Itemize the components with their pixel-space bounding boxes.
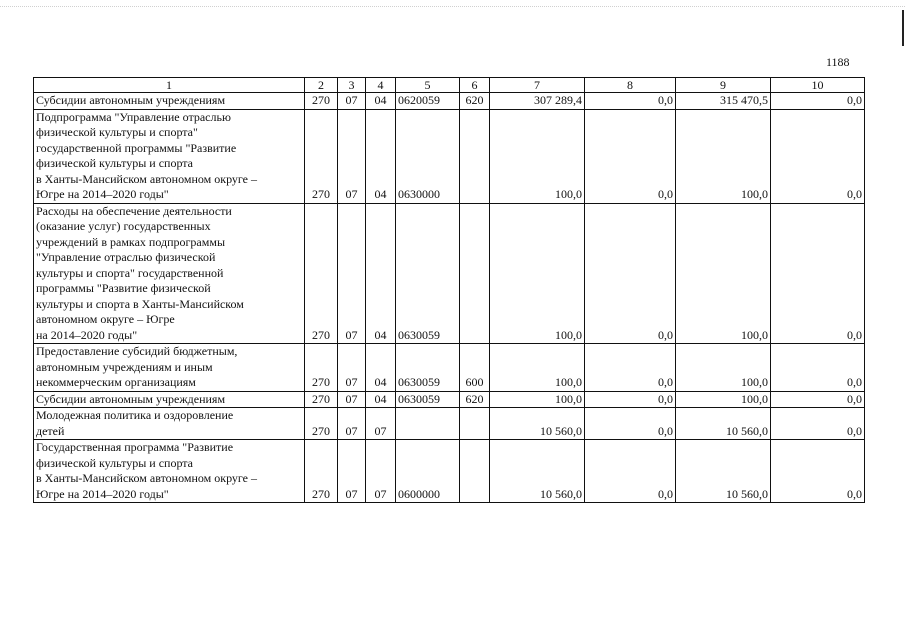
row-section-cell: 07	[338, 344, 366, 392]
row-amount-cell: 100,0	[676, 109, 771, 203]
row-code-cell: 270	[305, 391, 338, 408]
row-code-cell: 270	[305, 408, 338, 440]
row-target-cell: 0630059	[396, 344, 460, 392]
row-name-cell	[34, 408, 305, 440]
row-target-cell: 0620059	[396, 93, 460, 110]
row-amount-cell: 0,0	[771, 408, 865, 440]
row-code-cell: 270	[305, 203, 338, 344]
row-target-cell	[396, 408, 460, 440]
table-header-row	[34, 78, 865, 93]
row-subsection-cell: 04	[366, 344, 396, 392]
row-name-cell	[34, 93, 305, 110]
row-amount-cell: 100,0	[490, 203, 585, 344]
row-amount-cell: 0,0	[771, 203, 865, 344]
row-type-cell	[460, 440, 490, 503]
table-row	[34, 408, 865, 440]
row-section-cell: 07	[338, 408, 366, 440]
row-amount-cell: 10 560,0	[490, 408, 585, 440]
row-amount-cell: 307 289,4	[490, 93, 585, 110]
row-amount-cell: 0,0	[585, 109, 676, 203]
row-name-text: Подпрограмма "Управление отраслью физической культуры и спорта" государственной программы "Развитие физической культуры и спорта в Ханты-Мансийском автономном округе – Югре на 2014–2020 годы"	[36, 109, 257, 201]
header-cell: 1	[34, 78, 305, 93]
row-type-cell: 620	[460, 391, 490, 408]
row-section-cell: 07	[338, 203, 366, 344]
header-cell: 9	[676, 78, 771, 93]
row-amount-cell: 0,0	[771, 391, 865, 408]
row-target-cell: 0630059	[396, 203, 460, 344]
row-amount-cell: 0,0	[771, 344, 865, 392]
header-cell: 8	[585, 78, 676, 93]
row-subsection-cell: 04	[366, 203, 396, 344]
budget-table	[33, 77, 865, 503]
row-type-cell	[460, 203, 490, 344]
row-amount-cell: 100,0	[490, 344, 585, 392]
row-subsection-cell: 07	[366, 408, 396, 440]
scan-artifact-top	[0, 6, 905, 13]
table-row	[34, 203, 865, 344]
row-name-cell	[34, 440, 305, 503]
row-amount-cell: 0,0	[585, 93, 676, 110]
row-name-text: Субсидии автономным учреждениям	[36, 93, 226, 107]
table-body	[34, 93, 865, 503]
row-amount-cell: 0,0	[585, 203, 676, 344]
header-cell: 10	[771, 78, 865, 93]
row-code-cell: 270	[305, 109, 338, 203]
row-amount-cell: 100,0	[490, 109, 585, 203]
row-amount-cell: 100,0	[676, 391, 771, 408]
row-amount-cell: 315 470,5	[676, 93, 771, 110]
row-name-text: Предоставление субсидий бюджетным, автономным учреждениям и иным некоммерческим организациям	[36, 344, 238, 389]
row-target-cell: 0630000	[396, 109, 460, 203]
row-type-cell	[460, 109, 490, 203]
table-row	[34, 93, 865, 110]
row-amount-cell: 100,0	[676, 344, 771, 392]
header-cell: 2	[305, 78, 338, 93]
header-cell: 5	[396, 78, 460, 93]
row-name-cell	[34, 109, 305, 203]
row-amount-cell: 10 560,0	[676, 440, 771, 503]
row-name-cell	[34, 203, 305, 344]
row-type-cell	[460, 408, 490, 440]
row-name-text: Государственная программа "Развитие физической культуры и спорта в Ханты-Мансийском автономном округе – Югре на 2014–2020 годы"	[36, 440, 257, 501]
row-code-cell: 270	[305, 440, 338, 503]
row-amount-cell: 10 560,0	[490, 440, 585, 503]
row-amount-cell: 0,0	[585, 408, 676, 440]
row-amount-cell: 0,0	[771, 440, 865, 503]
row-target-cell: 0600000	[396, 440, 460, 503]
row-type-cell: 600	[460, 344, 490, 392]
scan-edge-mark	[902, 10, 904, 46]
row-amount-cell: 100,0	[490, 391, 585, 408]
row-subsection-cell: 07	[366, 440, 396, 503]
row-amount-cell: 0,0	[585, 344, 676, 392]
row-amount-cell: 100,0	[676, 203, 771, 344]
header-cell: 4	[366, 78, 396, 93]
table-row	[34, 440, 865, 503]
table-row	[34, 344, 865, 392]
row-type-cell: 620	[460, 93, 490, 110]
row-name-cell	[34, 391, 305, 408]
row-code-cell: 270	[305, 93, 338, 110]
header-cell: 3	[338, 78, 366, 93]
row-subsection-cell: 04	[366, 109, 396, 203]
table-row	[34, 391, 865, 408]
row-amount-cell: 0,0	[585, 391, 676, 408]
row-section-cell: 07	[338, 93, 366, 110]
row-name-text: Расходы на обеспечение деятельности (оказание услуг) государственных учреждений в рамках подпрограммы "Управление отраслью физической культуры и спорта" государственной программы "Развитие физической культуры и спорта в Ханты-Мансийском автономном округе – Югре на 2014–2020 годы"	[36, 203, 244, 342]
row-subsection-cell: 04	[366, 93, 396, 110]
row-section-cell: 07	[338, 109, 366, 203]
row-subsection-cell: 04	[366, 391, 396, 408]
row-section-cell: 07	[338, 391, 366, 408]
page-number: 1188	[826, 55, 850, 69]
row-code-cell: 270	[305, 344, 338, 392]
row-name-text: Субсидии автономным учреждениям	[36, 391, 226, 406]
row-amount-cell: 0,0	[771, 93, 865, 110]
row-section-cell: 07	[338, 440, 366, 503]
header-cell: 6	[460, 78, 490, 93]
header-cell: 7	[490, 78, 585, 93]
row-name-text: Молодежная политика и оздоровление детей	[36, 408, 234, 438]
row-amount-cell: 0,0	[771, 109, 865, 203]
row-amount-cell: 10 560,0	[676, 408, 771, 440]
row-target-cell: 0630059	[396, 391, 460, 408]
table-row	[34, 109, 865, 203]
row-amount-cell: 0,0	[585, 440, 676, 503]
row-name-cell	[34, 344, 305, 392]
